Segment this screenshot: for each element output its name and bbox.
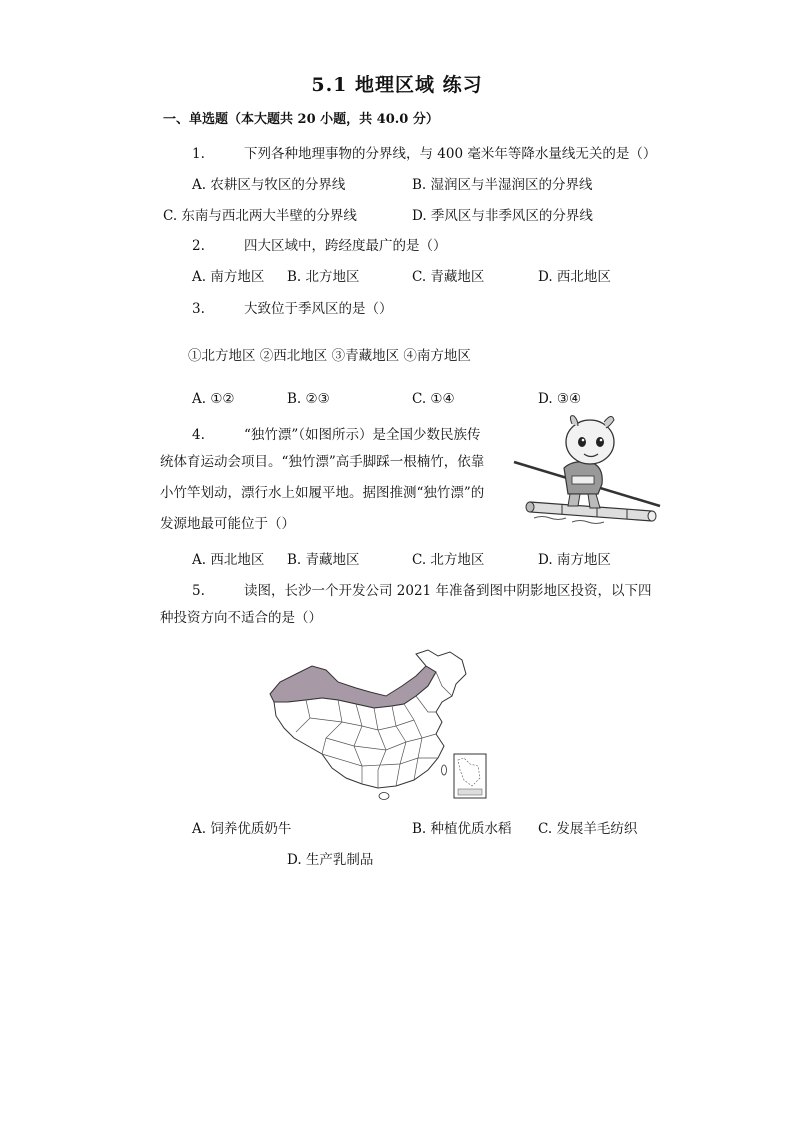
option-5d: D. 生产乳制品 bbox=[287, 852, 374, 868]
option-3c: C. ①④ bbox=[412, 391, 455, 407]
option-4d: D. 南方地区 bbox=[538, 552, 611, 568]
option-4a: A. 西北地区 bbox=[192, 552, 265, 568]
question-stem: 四大区域中，跨经度最广的是（） bbox=[244, 238, 447, 254]
question-stem: 下列各种地理事物的分界线，与 400 毫米年等降水量线无关的是（） bbox=[244, 146, 657, 162]
option-1a: A. 农耕区与牧区的分界线 bbox=[192, 177, 346, 193]
question-number: 2. bbox=[192, 238, 205, 254]
option-4b: B. 青藏地区 bbox=[287, 552, 360, 568]
question-number: 4. bbox=[192, 427, 205, 443]
question-number: 1. bbox=[192, 146, 205, 162]
option-1d: D. 季风区与非季风区的分界线 bbox=[412, 208, 593, 224]
question-stem-line: 读图，长沙一个开发公司 2021 年准备到图中阴影地区投资，以下四 bbox=[244, 583, 652, 599]
option-1b: B. 湿润区与半湿润区的分界线 bbox=[412, 177, 593, 193]
question-stem-line: 小竹竿划动，漂行水上如履平地。据图推测“独竹漂”的 bbox=[160, 485, 485, 501]
question-1 bbox=[192, 142, 656, 162]
option-2b: B. 北方地区 bbox=[287, 269, 360, 285]
question-number: 3. bbox=[192, 301, 205, 317]
question-stem: 大致位于季风区的是（） bbox=[244, 301, 393, 317]
china-map-figure bbox=[266, 646, 492, 802]
option-2c: C. 青藏地区 bbox=[412, 269, 485, 285]
question-5-stem bbox=[160, 603, 322, 634]
option-5b: B. 种植优质水稻 bbox=[412, 821, 512, 837]
question-3-choices: ①北方地区 ②西北地区 ③青藏地区 ④南方地区 bbox=[188, 348, 471, 364]
question-4-stem bbox=[160, 447, 484, 540]
question-4 bbox=[192, 423, 481, 443]
option-3a: A. ①② bbox=[192, 391, 235, 407]
south-china-sea-inset bbox=[454, 754, 486, 798]
option-5a: A. 饲养优质奶牛 bbox=[192, 821, 292, 837]
option-4c: C. 北方地区 bbox=[412, 552, 485, 568]
bamboo-rafting-illustration bbox=[512, 410, 664, 528]
option-2d: D. 西北地区 bbox=[538, 269, 611, 285]
question-3 bbox=[192, 297, 393, 317]
option-3d: D. ③④ bbox=[538, 391, 582, 407]
page-title: 5.1 地理区域 练习 bbox=[311, 74, 483, 96]
question-stem-line: 发源地最可能位于（） bbox=[160, 516, 295, 532]
option-2a: A. 南方地区 bbox=[192, 269, 265, 285]
section-heading: 一、单选题（本大题共 20 小题，共 40.0 分） bbox=[163, 112, 439, 127]
question-5 bbox=[192, 579, 651, 599]
option-1c: C. 东南与西北两大半壁的分界线 bbox=[163, 208, 357, 224]
hainan-island bbox=[379, 793, 389, 800]
taiwan-island bbox=[442, 765, 447, 775]
question-stem-line: 种投资方向不适合的是（） bbox=[160, 610, 322, 626]
question-2 bbox=[192, 234, 447, 254]
option-5c: C. 发展羊毛纺织 bbox=[538, 821, 638, 837]
cartoon-child bbox=[564, 416, 614, 508]
question-stem-line: 统体育运动会项目。“独竹漂”高手脚踩一根楠竹，依靠 bbox=[160, 454, 485, 470]
question-number: 5. bbox=[192, 583, 205, 599]
question-stem-line: “独竹漂”（如图所示）是全国少数民族传 bbox=[244, 427, 481, 443]
option-3b: B. ②③ bbox=[287, 391, 330, 407]
